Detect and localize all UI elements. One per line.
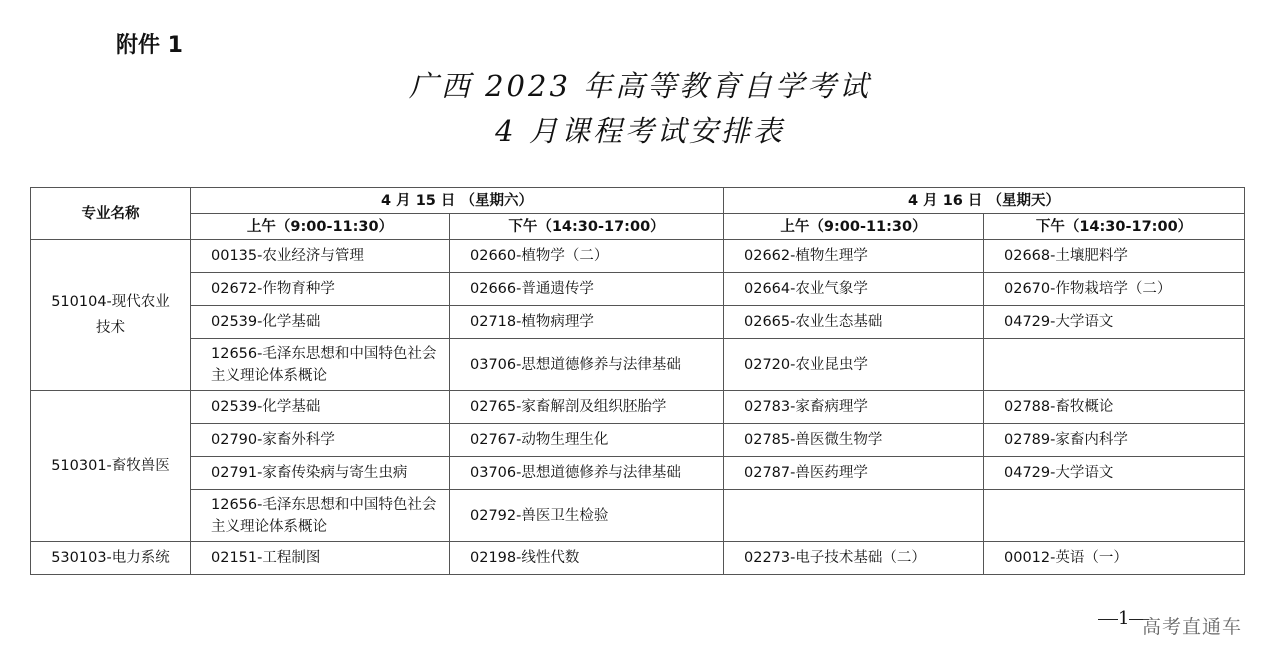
course-cell: 00135-农业经济与管理 (191, 240, 450, 273)
course-cell: 00012-英语（一） (984, 542, 1245, 575)
course-cell (984, 339, 1245, 391)
course-cell: 04729-大学语文 (984, 306, 1245, 339)
major-name: 530103-电力系统 (31, 542, 191, 575)
day1-am-header: 上午（9:00-11:30） (191, 214, 450, 240)
course-cell: 03706-思想道德修养与法律基础 (450, 457, 724, 490)
course-cell: 02792-兽医卫生检验 (450, 490, 724, 542)
course-cell: 02273-电子技术基础（二） (724, 542, 984, 575)
course-cell: 02785-兽医微生物学 (724, 424, 984, 457)
major-name: 510301-畜牧兽医 (31, 391, 191, 542)
course-cell: 02665-农业生态基础 (724, 306, 984, 339)
course-cell: 12656-毛泽东思想和中国特色社会主义理论体系概论 (191, 490, 450, 542)
day2-header: 4 月 16 日 （星期天） (724, 188, 1245, 214)
day2-pm-header: 下午（14:30-17:00） (984, 214, 1245, 240)
major-header: 专业名称 (31, 188, 191, 240)
course-cell: 02720-农业昆虫学 (724, 339, 984, 391)
course-cell: 02767-动物生理生化 (450, 424, 724, 457)
page-dash-left (1098, 619, 1118, 620)
table-row (31, 542, 1245, 575)
course-cell: 02672-作物育种学 (191, 273, 450, 306)
course-cell: 02662-植物生理学 (724, 240, 984, 273)
course-cell: 02668-土壤肥料学 (984, 240, 1245, 273)
course-cell: 02765-家畜解剖及组织胚胎学 (450, 391, 724, 424)
table-row (31, 490, 1245, 542)
course-cell: 03706-思想道德修养与法律基础 (450, 339, 724, 391)
course-cell: 02198-线性代数 (450, 542, 724, 575)
course-cell: 02718-植物病理学 (450, 306, 724, 339)
course-cell: 02539-化学基础 (191, 306, 450, 339)
course-cell: 02539-化学基础 (191, 391, 450, 424)
day2-am-header: 上午（9:00-11:30） (724, 214, 984, 240)
course-cell: 02789-家畜内科学 (984, 424, 1245, 457)
table-row (31, 339, 1245, 391)
header-row-days (31, 188, 1245, 214)
course-cell: 02788-畜牧概论 (984, 391, 1245, 424)
table-row (31, 391, 1245, 424)
header-row-sessions (31, 214, 1245, 240)
course-cell: 02666-普通遗传学 (450, 273, 724, 306)
course-cell: 02787-兽医药理学 (724, 457, 984, 490)
table-row (31, 240, 1245, 273)
course-cell: 02670-作物栽培学（二） (984, 273, 1245, 306)
exam-schedule-table (30, 187, 1245, 575)
day1-pm-header: 下午（14:30-17:00） (450, 214, 724, 240)
course-cell: 02660-植物学（二） (450, 240, 724, 273)
course-cell: 02790-家畜外科学 (191, 424, 450, 457)
course-cell: 12656-毛泽东思想和中国特色社会主义理论体系概论 (191, 339, 450, 391)
watermark: 高考直通车 (1142, 616, 1243, 638)
course-cell: 04729-大学语文 (984, 457, 1245, 490)
course-cell (724, 490, 984, 542)
table-row (31, 273, 1245, 306)
day1-header: 4 月 15 日 （星期六） (191, 188, 724, 214)
major-name: 510104-现代农业技术 (31, 240, 191, 391)
document-title: 广西 2023 年高等教育自学考试 (408, 69, 872, 103)
table-row (31, 306, 1245, 339)
attachment-label: 附件 1 (116, 33, 183, 58)
table-row (31, 424, 1245, 457)
document-subtitle: 4 月课程考试安排表 (495, 114, 785, 148)
course-cell (984, 490, 1245, 542)
course-cell: 02791-家畜传染病与寄生虫病 (191, 457, 450, 490)
table-row (31, 457, 1245, 490)
course-cell: 02151-工程制图 (191, 542, 450, 575)
course-cell: 02783-家畜病理学 (724, 391, 984, 424)
page-number-value: 1 (1118, 608, 1130, 629)
course-cell: 02664-农业气象学 (724, 273, 984, 306)
